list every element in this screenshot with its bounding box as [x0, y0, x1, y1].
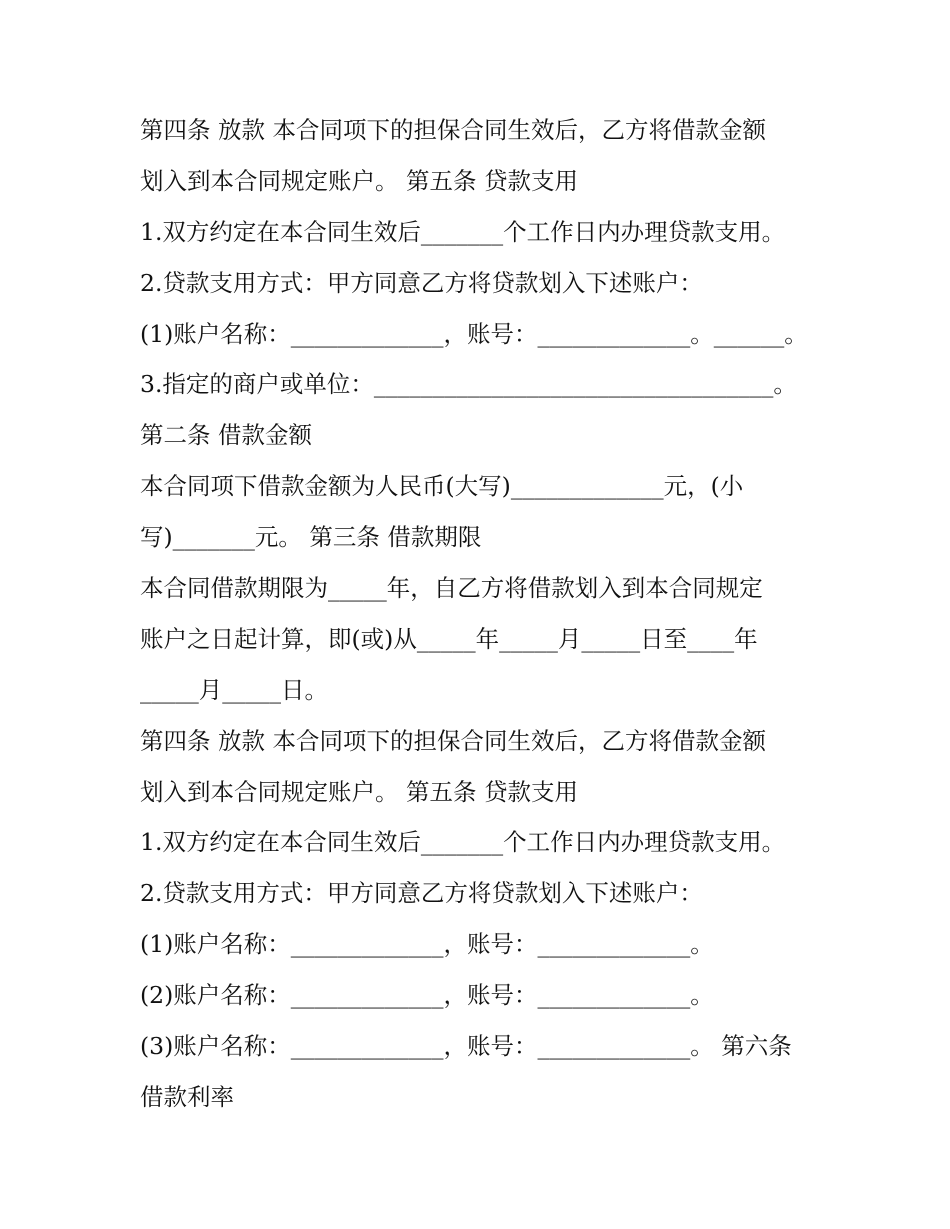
- text-line: 写)_______元。 第三条 借款期限: [140, 523, 482, 552]
- text-line: 1.双方约定在本合同生效后_______个工作日内办理贷款支用。: [140, 828, 786, 857]
- text-line: (1)账户名称：_____________，账号：_____________。: [140, 930, 714, 959]
- text-line: (3)账户名称：_____________，账号：_____________。 第六条: [140, 1032, 792, 1061]
- text-line: (2)账户名称：_____________，账号：_____________。: [140, 981, 714, 1010]
- text-line: 本合同借款期限为_____年，自乙方将借款划入到本合同规定: [140, 574, 763, 603]
- text-line: 2.贷款支用方式：甲方同意乙方将贷款划入下述账户：: [140, 268, 703, 297]
- text-line: 第四条 放款 本合同项下的担保合同生效后，乙方将借款金额: [140, 116, 766, 144]
- text-line: 1.双方约定在本合同生效后_______个工作日内办理贷款支用。: [140, 217, 786, 246]
- text-line: 划入到本合同规定账户。 第五条 贷款支用: [140, 777, 578, 806]
- text-line: 本合同项下借款金额为人民币(大写)_____________元，(小: [140, 472, 744, 501]
- text-line: 划入到本合同规定账户。 第五条 贷款支用: [140, 166, 578, 195]
- text-line: 3.指定的商户或单位：__________________________________。: [140, 370, 797, 399]
- text-line: 账户之日起计算，即(或)从_____年_____月_____日至____年: [140, 624, 758, 653]
- text-line: 借款利率: [140, 1082, 234, 1111]
- text-line: 第四条 放款 本合同项下的担保合同生效后，乙方将借款金额: [140, 726, 766, 755]
- text-line: 2.贷款支用方式：甲方同意乙方将贷款划入下述账户：: [140, 879, 703, 908]
- document-body: [140, 105, 820, 1123]
- text-line: 第二条 借款金额: [140, 421, 312, 450]
- text-line: (1)账户名称：_____________，账号：_____________。______。: [140, 319, 808, 348]
- text-line: _____月_____日。: [140, 675, 328, 704]
